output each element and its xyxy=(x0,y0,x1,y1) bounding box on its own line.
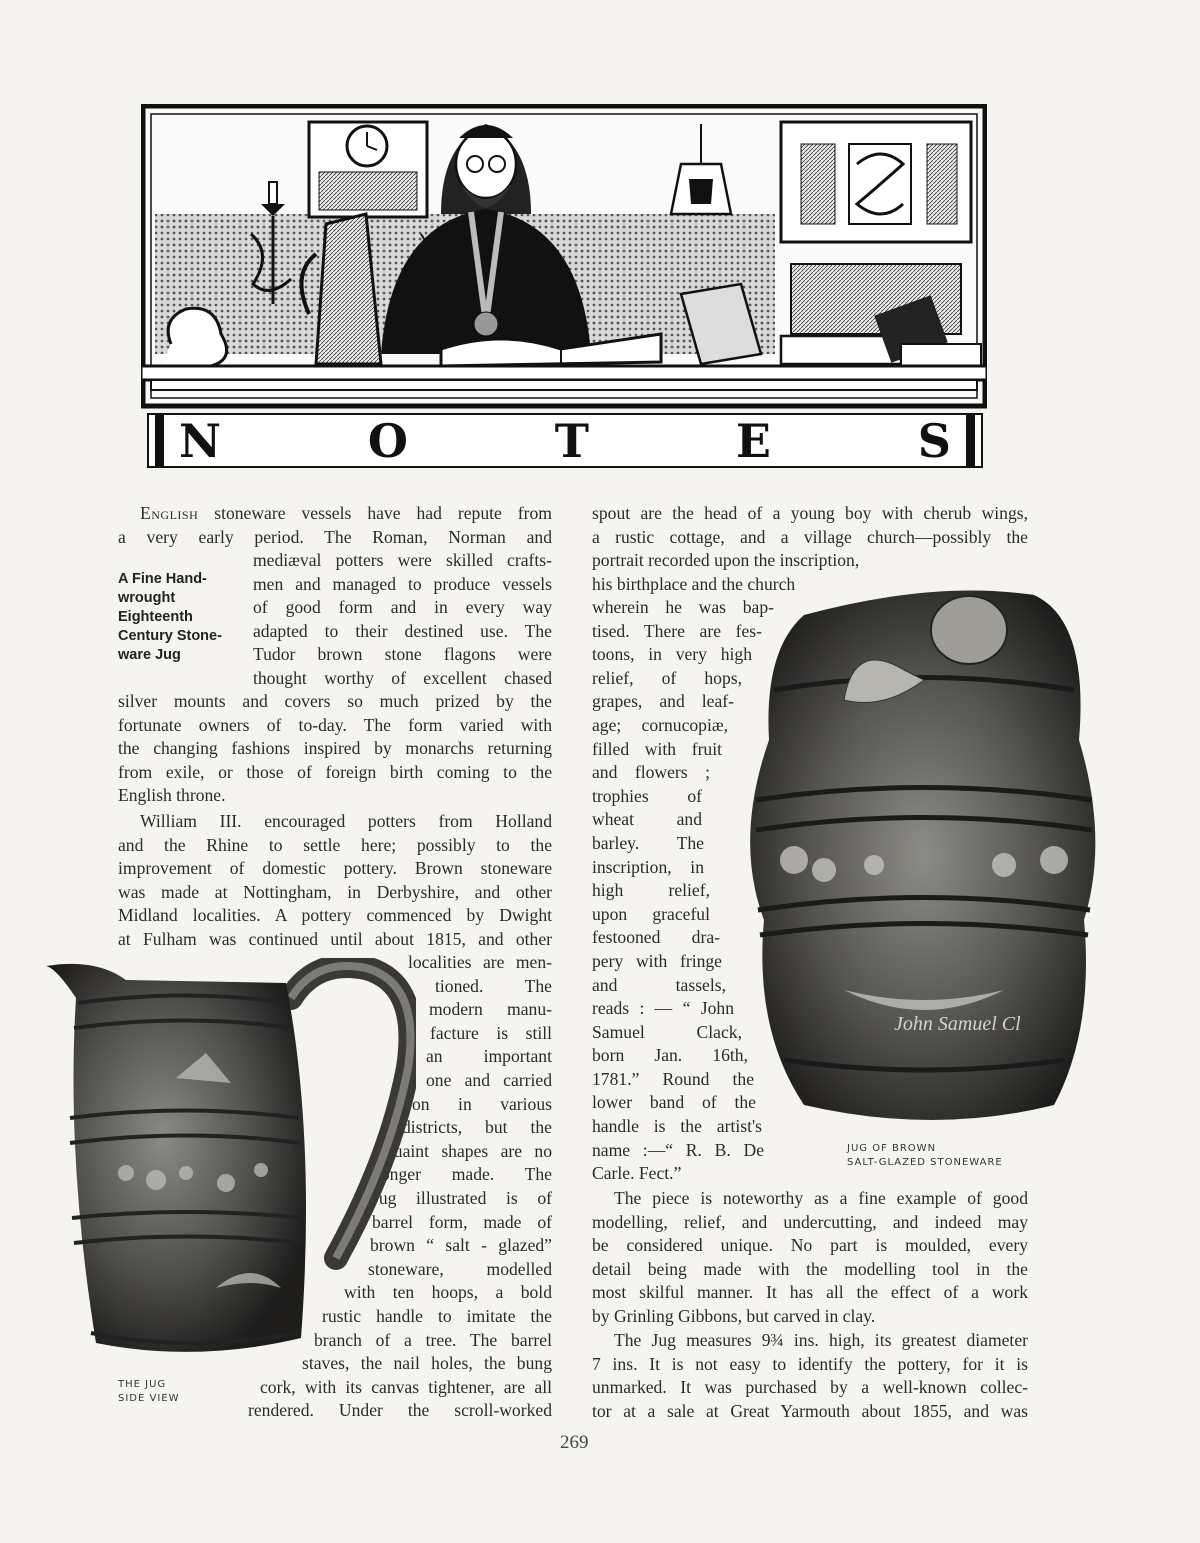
text-line: modern manu- xyxy=(429,999,552,1020)
text-line: branch of a tree. The barrel xyxy=(314,1329,552,1350)
text-line: an important xyxy=(426,1046,552,1067)
left-column-intro xyxy=(118,502,552,549)
text-line: Midland localities. A pottery commenced by Dwight xyxy=(118,905,552,926)
text-line: most skilful manner. It has all the effect of a work xyxy=(592,1282,1028,1303)
text-line: reads : — “ John xyxy=(592,998,734,1019)
text-line: barrel form, made of xyxy=(372,1211,552,1232)
text-line: and flowers ; xyxy=(592,762,710,783)
text-line: 7 ins. It is not easy to identify the pottery, for it is xyxy=(592,1353,1028,1374)
text-line: be considered unique. No part is moulded, every xyxy=(592,1235,1028,1256)
text-line: relief, of hops, xyxy=(592,667,742,688)
drop-word: English xyxy=(140,503,199,523)
text-line: men and managed to produce vessels xyxy=(253,573,552,594)
title-letter-s: S xyxy=(917,413,951,468)
text-line: from exile, or those of foreign birth coming to the xyxy=(118,761,552,782)
text-line: one and carried xyxy=(426,1069,552,1090)
text-line: was made at Nottingham, in Derbyshire, and other xyxy=(118,881,552,902)
text-line: staves, the nail holes, the bung xyxy=(302,1353,552,1374)
text-line: a rustic cottage, and a village church—possibly the xyxy=(592,526,1028,547)
text-line: a very early period. The Roman, Norman and xyxy=(118,526,552,547)
text-line: high relief, xyxy=(592,880,710,901)
text-line: fortunate owners of to-day. The form varied with xyxy=(118,714,552,735)
text-line: and tassels, xyxy=(592,974,726,995)
text-line: tor at a sale at Great Yarmouth about 1855, and was xyxy=(592,1400,1028,1421)
text-line: stoneware vessels have had repute from xyxy=(214,503,552,523)
left-para2 xyxy=(118,810,552,952)
text-line: mediæval potters were skilled crafts- xyxy=(253,550,552,570)
clock-drawing xyxy=(309,122,427,217)
text-line: portrait recorded upon the inscription, xyxy=(592,550,860,571)
notes-title-box xyxy=(147,413,983,468)
title-letter-n: N xyxy=(179,413,222,468)
jug-side-view-photo xyxy=(36,958,416,1378)
text-line: English throne. xyxy=(118,785,226,806)
text-line: silver mounts and covers so much prized by the xyxy=(118,691,552,711)
left-beside-heading xyxy=(253,549,552,691)
cabinet-drawing xyxy=(781,122,971,334)
text-line: The piece is noteworthy as a fine example of good xyxy=(614,1188,1028,1208)
text-line: unmarked. It was purchased by a well-known collec- xyxy=(592,1377,1028,1398)
notes-title xyxy=(179,415,951,466)
text-line: of good form and in every way xyxy=(253,597,552,618)
text-line: his birthplace and the church xyxy=(592,573,796,594)
text-line: lower band of the xyxy=(592,1092,756,1113)
text-line: tised. There are fes- xyxy=(592,620,762,641)
text-line: thought worthy of excellent chased xyxy=(253,667,552,688)
text-line: Carle. Fect.” xyxy=(592,1163,682,1184)
text-line: modelling, relief, and undercutting, and indeed may xyxy=(592,1211,1028,1232)
right-para2 xyxy=(592,1187,1028,1329)
text-line: William III. encouraged potters from Holland xyxy=(140,811,552,831)
caption-front-view: JUG OF BROWN SALT-GLAZED STONEWARE xyxy=(847,1143,1003,1168)
text-line: Tudor brown stone flagons were xyxy=(253,644,552,665)
text-line: localities are men- xyxy=(408,952,552,972)
right-para3 xyxy=(592,1329,1028,1423)
text-line: The Jug measures 9¾ ins. high, its greatest diameter xyxy=(614,1330,1028,1350)
text-line: grapes, and leaf- xyxy=(592,691,734,712)
text-line: districts, but the xyxy=(402,1117,552,1138)
jug-front-view-photo xyxy=(734,560,1104,1125)
page-number: 269 xyxy=(560,1432,589,1453)
title-letter-o: O xyxy=(367,413,408,468)
text-line: born Jan. 16th, xyxy=(592,1045,748,1066)
text-line: Jug illustrated is of xyxy=(372,1187,552,1208)
text-line: wherein he was bap- xyxy=(592,597,774,617)
title-letter-t: T xyxy=(554,413,590,468)
text-line: cork, with its canvas tightener, are all xyxy=(260,1376,552,1397)
text-line: pery with fringe xyxy=(592,950,722,971)
text-line: age; cornucopiæ, xyxy=(592,714,728,735)
text-line: 1781.” Round the xyxy=(592,1068,754,1089)
text-line: adapted to their destined use. The xyxy=(253,620,552,641)
text-line: by Grinling Gibbons, but carved in clay. xyxy=(592,1305,876,1326)
text-line: upon graceful xyxy=(592,903,710,924)
text-line: rendered. Under the scroll-worked xyxy=(248,1400,552,1421)
text-line: tioned. The xyxy=(435,975,552,996)
text-line: toons, in very high xyxy=(592,644,752,665)
text-line: spout are the head of a young boy with cherub wings, xyxy=(592,503,1028,523)
text-line: on in various xyxy=(412,1093,552,1114)
text-line: handle is the artist's xyxy=(592,1116,762,1137)
text-line: detail being made with the modelling tool in the xyxy=(592,1258,1028,1279)
title-letter-e: E xyxy=(735,413,771,468)
text-line: facture is still xyxy=(430,1022,552,1043)
text-line: barley. The xyxy=(592,832,704,853)
text-line: rustic handle to imitate the xyxy=(322,1305,552,1326)
text-line: and the Rhine to settle here; possibly to the xyxy=(118,834,552,855)
text-line: wheat and xyxy=(592,809,702,830)
left-para1-end xyxy=(118,690,552,808)
text-line: improvement of domestic pottery. Brown stoneware xyxy=(118,858,552,879)
text-line: stoneware, modelled xyxy=(368,1258,552,1279)
caption-side-view: THE JUG SIDE VIEW xyxy=(118,1379,180,1404)
text-line: with ten hoops, a bold xyxy=(344,1282,552,1303)
text-line: trophies of xyxy=(592,785,702,806)
text-line: at Fulham was continued until about 1815, and other xyxy=(118,928,552,949)
text-line: festooned dra- xyxy=(592,927,720,948)
svg-text:John Samuel Cl: John Samuel Cl xyxy=(894,1013,1021,1035)
text-line: brown “ salt - glazed” xyxy=(370,1235,552,1256)
sidebar-heading: A Fine Hand-wrought Eighteenth Century Stone-ware Jug xyxy=(118,571,222,663)
text-line: inscription, in xyxy=(592,856,704,877)
text-line: longer made. The xyxy=(376,1164,552,1185)
text-line: the changing fashions inspired by monarchs returning xyxy=(118,738,552,759)
text-line: name :—“ R. B. De xyxy=(592,1139,764,1160)
text-line: filled with fruit xyxy=(592,738,722,759)
text-line: quaint shapes are no xyxy=(385,1140,552,1161)
text-line: Samuel Clack, xyxy=(592,1021,742,1042)
